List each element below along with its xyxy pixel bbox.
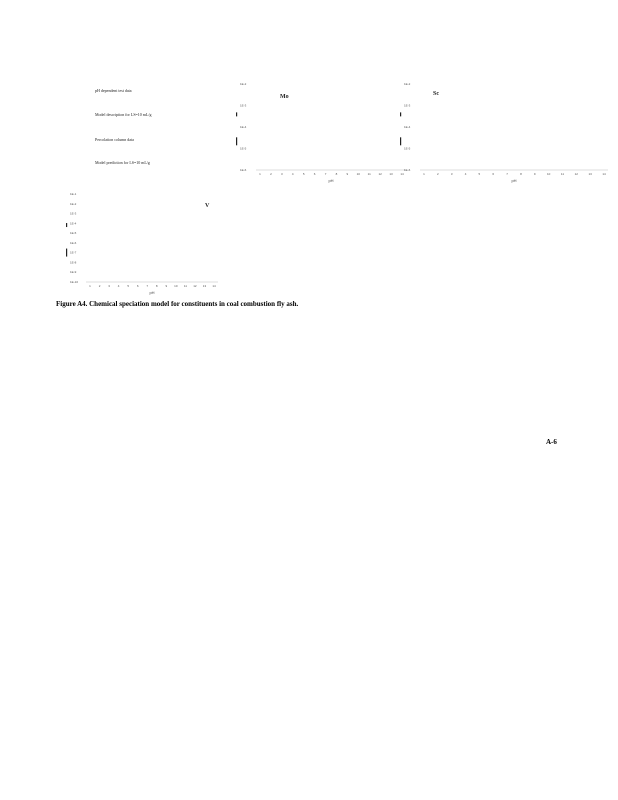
y-tick-label: 1E-6 [70,240,77,245]
x-tick-label: 1 [259,172,261,176]
x-tick-label: 1 [423,172,425,176]
x-tick-label: 11 [367,172,371,176]
y-tick-label: 1E-2 [404,82,411,86]
chart-sc [398,78,613,193]
chart-mo [230,78,410,193]
chart-title: V [205,203,210,209]
y-tick-label: 1E-3 [240,103,247,108]
y-tick-label: 1E-2 [240,82,247,86]
y-tick-label: 1E-4 [70,221,77,226]
legend-item: Percolation column data [95,137,134,142]
x-tick-label: 7 [146,284,149,288]
x-tick-label: 12 [193,284,197,288]
chart-title: Sc [433,91,439,97]
y-axis-mark [400,112,401,116]
x-tick-label: 13 [389,172,393,176]
legend-item: Model prediction for LS=10 mL/g [95,160,150,165]
y-tick-label: 1E-10 [70,280,79,284]
y-tick-label: 1E-5 [404,146,411,151]
y-axis-mark [400,137,401,145]
x-tick-label: 11 [560,172,565,176]
y-tick-label: 1E-4 [240,125,247,129]
x-tick-label: 8 [520,172,522,176]
x-tick-label: 3 [108,284,110,288]
x-tick-label: 2 [98,284,101,288]
x-tick-label: 7 [506,172,508,176]
figure-caption: Figure A4. Chemical speciation model for constituents in coal combustion fly ash. [56,300,299,308]
x-tick-label: 11 [183,284,187,288]
x-tick-label: 6 [136,284,139,288]
y-axis-mark [236,112,237,116]
y-tick-label: 1E-7 [70,250,77,255]
y-tick-label: 1E-1 [70,192,77,196]
y-tick-label: 1E-5 [240,146,247,151]
x-tick-label: 14 [212,284,216,288]
chart-v-svg [60,190,225,300]
x-tick-label: 2 [437,172,439,176]
x-axis-label: pH [149,290,155,295]
x-tick-label: 5 [302,172,305,176]
x-tick-label: 14 [400,172,404,176]
x-axis-label: pH [328,178,334,183]
x-tick-label: 5 [478,172,481,176]
x-tick-label: 6 [492,172,495,176]
x-tick-label: 9 [533,172,536,176]
y-axis-mark [236,137,237,145]
legend-item: pH dependent test data [95,88,132,93]
x-tick-label: 3 [450,172,453,176]
y-tick-label: 1E-2 [70,201,77,206]
x-tick-label: 13 [202,284,207,288]
x-tick-label: 8 [155,284,158,288]
x-tick-label: 4 [117,284,120,288]
y-tick-label: 1E-3 [70,211,77,216]
x-tick-label: 6 [313,172,316,176]
y-tick-label: 1E-9 [70,270,77,275]
chart-title: Mo [280,94,289,100]
y-tick-label: 1E-8 [70,260,77,265]
x-tick-label: 13 [588,172,592,176]
x-tick-label: 1 [89,284,91,288]
y-tick-label: 1E-6 [240,168,247,172]
x-tick-label: 10 [546,172,551,176]
y-tick-label: 1E-4 [404,125,411,129]
y-tick-label: 1E-3 [404,103,411,108]
x-tick-label: 12 [574,172,578,176]
y-axis-mark [66,223,67,227]
x-tick-label: 9 [165,284,168,288]
y-tick-label: 1E-5 [70,231,77,236]
x-tick-label: 10 [356,172,360,176]
chart-v [60,190,225,305]
x-tick-label: 4 [464,172,467,176]
page-number: A-6 [546,438,557,446]
chart-sc-svg [398,78,613,188]
x-tick-label: 10 [174,284,178,288]
x-tick-label: 2 [270,172,272,176]
x-tick-label: 9 [346,172,349,176]
x-tick-label: 3 [281,172,283,176]
x-axis-label: pH [511,178,517,183]
x-tick-label: 12 [378,172,382,176]
legend-item: Model description for LS=10 mL/g [95,112,152,117]
chart-mo-svg [230,78,410,188]
x-tick-label: 14 [602,172,606,176]
x-tick-label: 8 [335,172,338,176]
x-tick-label: 5 [127,284,129,288]
x-tick-label: 4 [291,172,294,176]
y-tick-label: 1E-6 [404,168,411,172]
x-tick-label: 7 [324,172,327,176]
y-axis-mark [66,249,67,257]
